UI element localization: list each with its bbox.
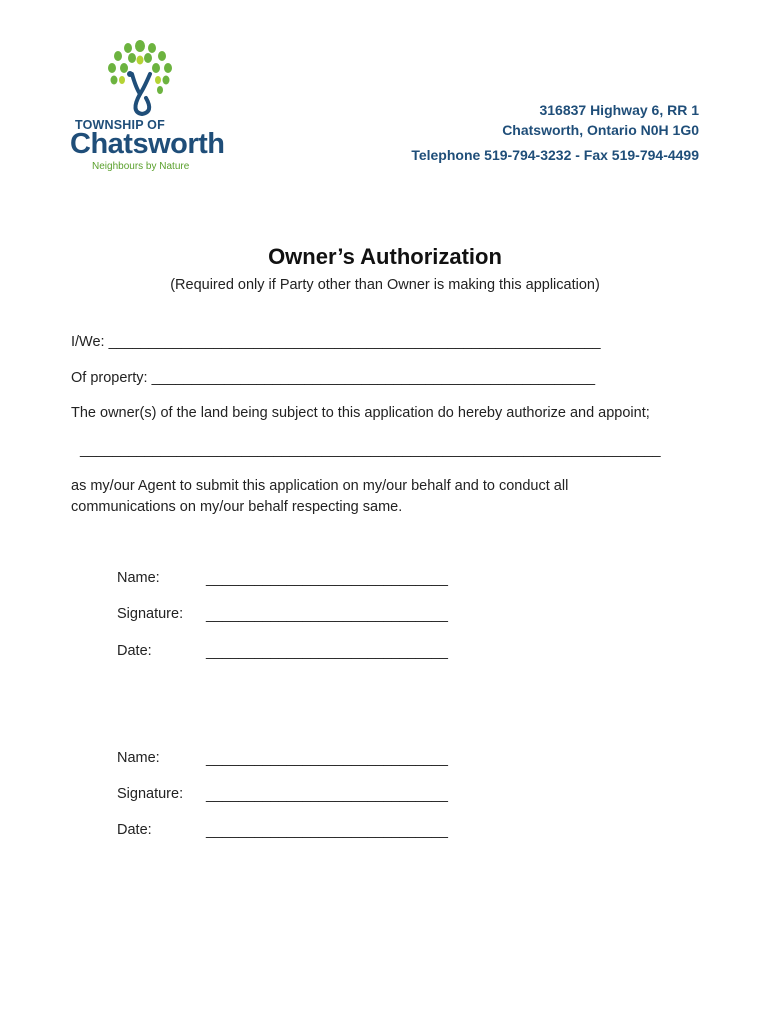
property-field[interactable]: Of property: _______________________________________________________ [71,370,596,386]
address-line-1: 316837 Highway 6, RR 1 [539,102,699,118]
address-line-2: Chatsworth, Ontario N0H 1G0 [502,122,699,138]
agent-name-field[interactable]: ________________________________________________________________________ [80,442,661,458]
form-subtitle: (Required only if Party other than Owner is making this application) [170,277,600,293]
contact-line: Telephone 519-794-3232 - Fax 519-794-4499 [411,147,699,163]
logo-chatsworth-text: Chatsworth [70,128,225,160]
name-field[interactable]: ______________________________ [206,571,448,587]
tree-icon [102,40,178,118]
signature-label: Signature: [117,786,184,802]
logo-township-text: TOWNSHIP OF [75,118,165,132]
name-field[interactable]: ______________________________ [206,751,448,767]
name-label: Name: [117,750,160,766]
signature-label: Signature: [117,606,184,622]
name-label: Name: [117,570,160,586]
date-field[interactable]: ______________________________ [206,823,448,839]
signature-field[interactable]: ______________________________ [206,787,448,803]
agent-statement-line-2: communications on my/our behalf respecting same. [71,499,403,515]
signature-field[interactable]: ______________________________ [206,607,448,623]
date-field[interactable]: ______________________________ [206,644,448,660]
logo-tagline: Neighbours by Nature [92,161,190,172]
date-label: Date: [117,822,152,838]
owner-name-field[interactable]: I/We: _____________________________________________________________ [71,334,601,350]
agent-statement-line-1: as my/our Agent to submit this application on my/our behalf and to conduct all [71,478,569,494]
date-label: Date: [117,643,152,659]
form-title: Owner’s Authorization [268,244,502,269]
authorization-statement: The owner(s) of the land being subject to this application do hereby authorize and appoint; [71,405,650,421]
township-logo [62,40,225,175]
